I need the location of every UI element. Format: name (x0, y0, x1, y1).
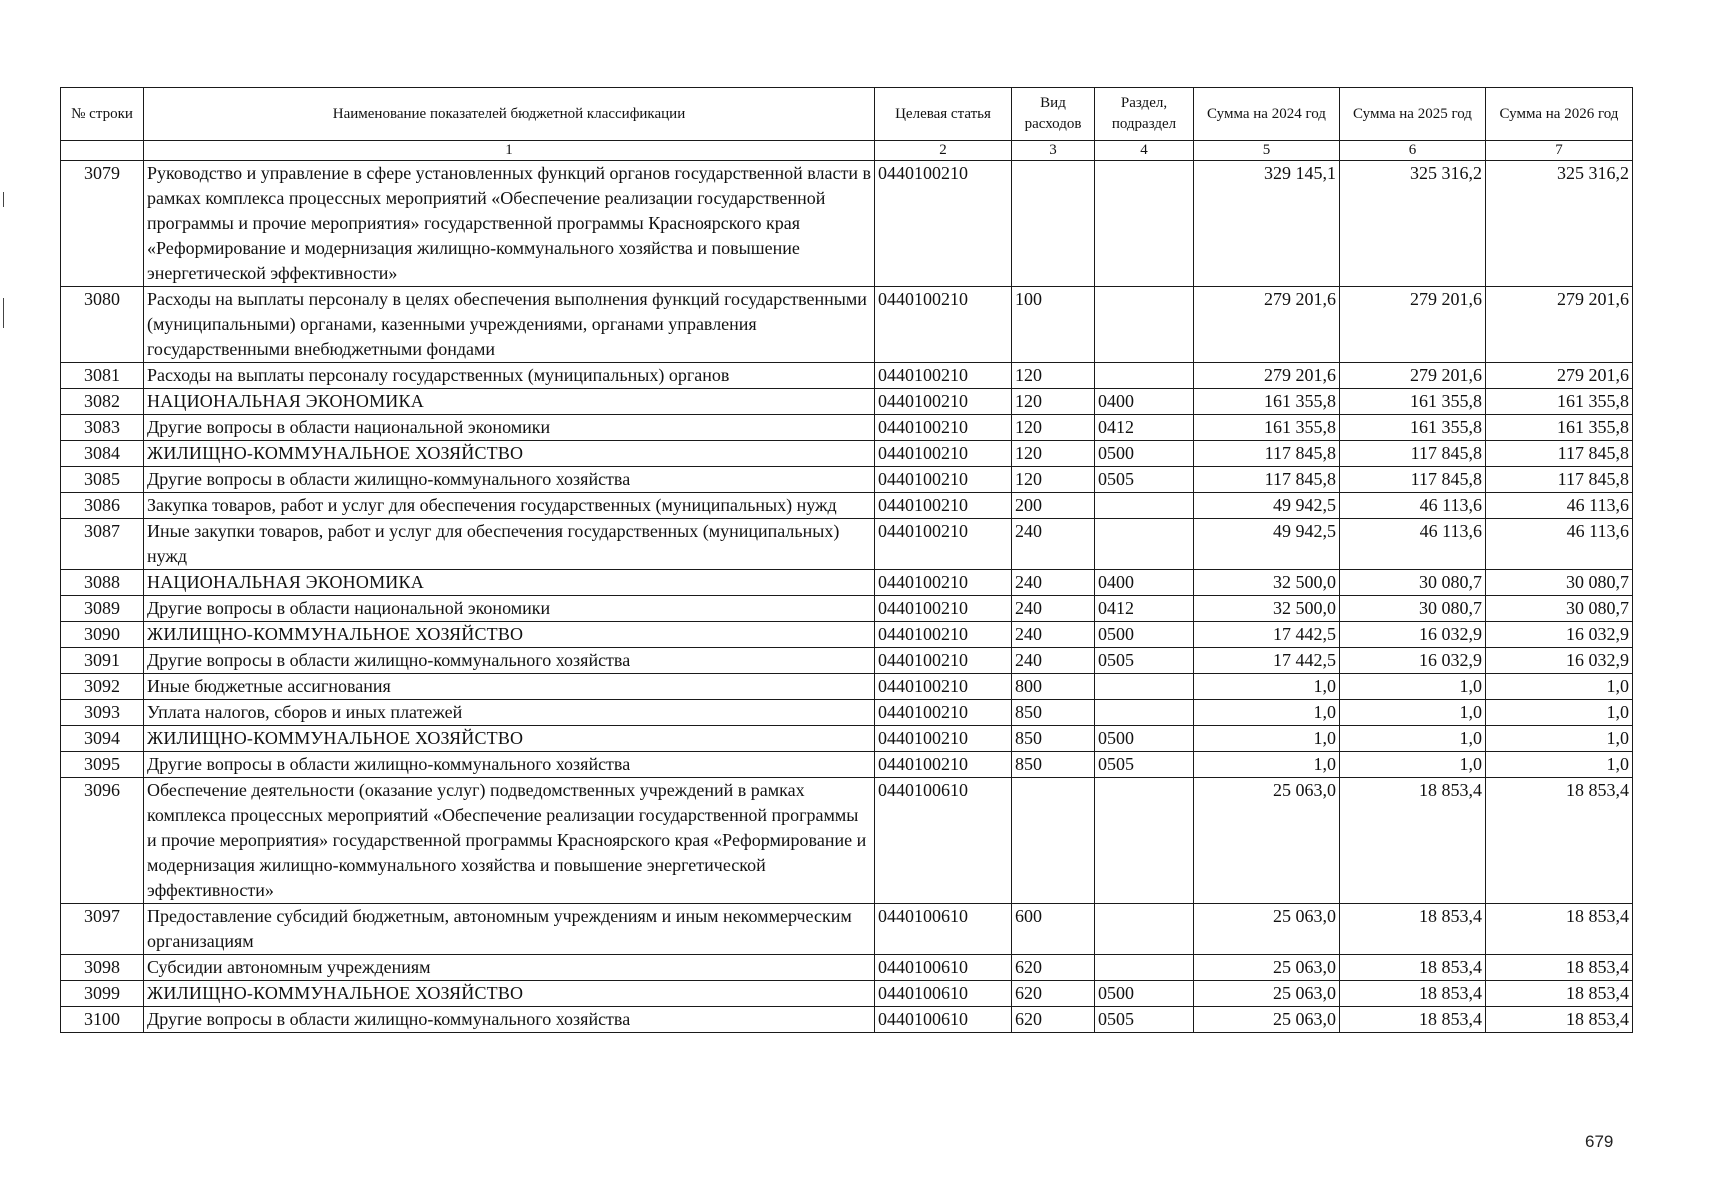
section-cell: 0400 (1095, 389, 1194, 415)
target-article-cell: 0440100210 (875, 726, 1012, 752)
table-row (61, 570, 1633, 596)
sum-2024-cell: 49 942,5 (1194, 519, 1340, 570)
section-cell (1095, 955, 1194, 981)
sum-2026-cell: 1,0 (1486, 752, 1633, 778)
sum-2024-cell: 17 442,5 (1194, 622, 1340, 648)
section-cell: 0505 (1095, 1007, 1194, 1033)
indicator-name-cell: Другие вопросы в области жилищно-коммунального хозяйства (144, 648, 875, 674)
table-row (61, 726, 1633, 752)
section-cell (1095, 700, 1194, 726)
sum-2025-cell: 161 355,8 (1340, 389, 1486, 415)
row-number-cell: 3090 (61, 622, 144, 648)
expense-type-cell: 240 (1012, 570, 1095, 596)
sum-2026-cell: 117 845,8 (1486, 441, 1633, 467)
row-number-cell: 3086 (61, 493, 144, 519)
indicator-name-cell: Субсидии автономным учреждениям (144, 955, 875, 981)
target-article-cell: 0440100210 (875, 467, 1012, 493)
sum-2026-cell: 279 201,6 (1486, 287, 1633, 363)
target-article-cell: 0440100210 (875, 519, 1012, 570)
row-number-cell: 3096 (61, 778, 144, 904)
table-row (61, 519, 1633, 570)
expense-type-cell: 240 (1012, 519, 1095, 570)
indicator-name-cell: Обеспечение деятельности (оказание услуг) подведомственных учреждений в рамках комплекса процессных мероприятий «Обеспечение реализации государственной программы и прочие мероприятия» государственной программы Красноярского края «Реформирование и модернизация жилищно-коммунального хозяйства и повышение энергетической эффективности» (144, 778, 875, 904)
section-cell: 0412 (1095, 415, 1194, 441)
table-header (61, 88, 1633, 161)
target-article-cell: 0440100210 (875, 752, 1012, 778)
row-number-cell: 3098 (61, 955, 144, 981)
expense-type-cell: 120 (1012, 467, 1095, 493)
sum-2026-cell: 16 032,9 (1486, 648, 1633, 674)
expense-type-cell: 850 (1012, 700, 1095, 726)
table-row (61, 389, 1633, 415)
sum-2025-cell: 46 113,6 (1340, 519, 1486, 570)
sum-2025-cell: 30 080,7 (1340, 596, 1486, 622)
indicator-name-cell: Иные бюджетные ассигнования (144, 674, 875, 700)
sum-2026-cell: 46 113,6 (1486, 493, 1633, 519)
target-article-cell: 0440100210 (875, 287, 1012, 363)
sum-2024-cell: 1,0 (1194, 674, 1340, 700)
margin-mark (3, 298, 4, 328)
sum-2025-cell: 46 113,6 (1340, 493, 1486, 519)
expense-type-cell: 100 (1012, 287, 1095, 363)
section-cell: 0500 (1095, 981, 1194, 1007)
row-number-cell: 3087 (61, 519, 144, 570)
indicator-name-cell: НАЦИОНАЛЬНАЯ ЭКОНОМИКА (144, 570, 875, 596)
table-row (61, 441, 1633, 467)
target-article-cell: 0440100210 (875, 493, 1012, 519)
table-row (61, 778, 1633, 904)
sum-2025-cell: 1,0 (1340, 752, 1486, 778)
sum-2024-cell: 25 063,0 (1194, 778, 1340, 904)
column-number: 3 (1012, 141, 1095, 161)
indicator-name-cell: ЖИЛИЩНО-КОММУНАЛЬНОЕ ХОЗЯЙСТВО (144, 981, 875, 1007)
section-cell: 0500 (1095, 441, 1194, 467)
target-article-cell: 0440100210 (875, 441, 1012, 467)
sum-2026-cell: 18 853,4 (1486, 955, 1633, 981)
sum-2024-cell: 117 845,8 (1194, 441, 1340, 467)
expense-type-cell (1012, 778, 1095, 904)
expense-type-cell: 800 (1012, 674, 1095, 700)
sum-2026-cell: 18 853,4 (1486, 981, 1633, 1007)
column-number: 5 (1194, 141, 1340, 161)
sum-2025-cell: 18 853,4 (1340, 1007, 1486, 1033)
margin-mark (3, 192, 4, 207)
column-number: 2 (875, 141, 1012, 161)
expense-type-cell: 620 (1012, 1007, 1095, 1033)
table-row (61, 363, 1633, 389)
sum-2026-cell: 1,0 (1486, 674, 1633, 700)
column-number-row (61, 141, 1633, 161)
expense-type-cell: 850 (1012, 752, 1095, 778)
sum-2024-cell: 49 942,5 (1194, 493, 1340, 519)
target-article-cell: 0440100210 (875, 674, 1012, 700)
indicator-name-cell: Другие вопросы в области жилищно-коммунального хозяйства (144, 1007, 875, 1033)
header-sum-2024: Сумма на 2024 год (1194, 88, 1340, 141)
column-number-blank (61, 141, 144, 161)
section-cell: 0505 (1095, 752, 1194, 778)
expense-type-cell (1012, 161, 1095, 287)
sum-2024-cell: 1,0 (1194, 700, 1340, 726)
table-body (61, 161, 1633, 1033)
indicator-name-cell: ЖИЛИЩНО-КОММУНАЛЬНОЕ ХОЗЯЙСТВО (144, 441, 875, 467)
section-cell (1095, 674, 1194, 700)
section-cell (1095, 778, 1194, 904)
sum-2026-cell: 1,0 (1486, 726, 1633, 752)
column-number: 1 (144, 141, 875, 161)
target-article-cell: 0440100210 (875, 389, 1012, 415)
table-row (61, 493, 1633, 519)
column-number: 4 (1095, 141, 1194, 161)
row-number-cell: 3079 (61, 161, 144, 287)
sum-2024-cell: 17 442,5 (1194, 648, 1340, 674)
row-number-cell: 3084 (61, 441, 144, 467)
header-row (61, 88, 1633, 141)
sum-2024-cell: 161 355,8 (1194, 415, 1340, 441)
expense-type-cell: 120 (1012, 389, 1095, 415)
row-number-cell: 3089 (61, 596, 144, 622)
sum-2026-cell: 30 080,7 (1486, 570, 1633, 596)
sum-2025-cell: 1,0 (1340, 674, 1486, 700)
row-number-cell: 3099 (61, 981, 144, 1007)
sum-2024-cell: 25 063,0 (1194, 981, 1340, 1007)
target-article-cell: 0440100210 (875, 596, 1012, 622)
row-number-cell: 3093 (61, 700, 144, 726)
sum-2025-cell: 30 080,7 (1340, 570, 1486, 596)
table-row (61, 161, 1633, 287)
header-sum-2026: Сумма на 2026 год (1486, 88, 1633, 141)
row-number-cell: 3080 (61, 287, 144, 363)
sum-2024-cell: 1,0 (1194, 726, 1340, 752)
expense-type-cell: 240 (1012, 596, 1095, 622)
row-number-cell: 3092 (61, 674, 144, 700)
page-number: 679 (1585, 1132, 1614, 1151)
sum-2025-cell: 117 845,8 (1340, 467, 1486, 493)
sum-2025-cell: 325 316,2 (1340, 161, 1486, 287)
row-number-cell: 3088 (61, 570, 144, 596)
indicator-name-cell: Расходы на выплаты персоналу государственных (муниципальных) органов (144, 363, 875, 389)
expense-type-cell: 600 (1012, 904, 1095, 955)
budget-table (60, 87, 1633, 1033)
sum-2024-cell: 279 201,6 (1194, 363, 1340, 389)
target-article-cell: 0440100210 (875, 648, 1012, 674)
sum-2025-cell: 279 201,6 (1340, 287, 1486, 363)
sum-2024-cell: 1,0 (1194, 752, 1340, 778)
target-article-cell: 0440100610 (875, 981, 1012, 1007)
row-number-cell: 3082 (61, 389, 144, 415)
sum-2024-cell: 32 500,0 (1194, 596, 1340, 622)
table-row (61, 648, 1633, 674)
table-row (61, 287, 1633, 363)
target-article-cell: 0440100610 (875, 1007, 1012, 1033)
sum-2026-cell: 16 032,9 (1486, 622, 1633, 648)
sum-2025-cell: 117 845,8 (1340, 441, 1486, 467)
table-row (61, 1007, 1633, 1033)
indicator-name-cell: Руководство и управление в сфере установленных функций органов государственной власти в рамках комплекса процессных мероприятий «Обеспечение реализации государственной программы и прочие мероприятия» государственной программы Красноярского края «Реформирование и модернизация жилищно-коммунального хозяйства и повышение энергетической эффективности» (144, 161, 875, 287)
header-expense-type: Вид расходов (1012, 88, 1095, 141)
section-cell: 0505 (1095, 648, 1194, 674)
sum-2024-cell: 32 500,0 (1194, 570, 1340, 596)
table-row (61, 955, 1633, 981)
sum-2026-cell: 18 853,4 (1486, 904, 1633, 955)
sum-2026-cell: 30 080,7 (1486, 596, 1633, 622)
indicator-name-cell: Иные закупки товаров, работ и услуг для обеспечения государственных (муниципальных) нужд (144, 519, 875, 570)
row-number-cell: 3094 (61, 726, 144, 752)
table-row (61, 752, 1633, 778)
sum-2026-cell: 18 853,4 (1486, 1007, 1633, 1033)
section-cell (1095, 493, 1194, 519)
target-article-cell: 0440100610 (875, 904, 1012, 955)
sum-2024-cell: 25 063,0 (1194, 904, 1340, 955)
indicator-name-cell: Закупка товаров, работ и услуг для обеспечения государственных (муниципальных) нужд (144, 493, 875, 519)
section-cell (1095, 904, 1194, 955)
sum-2025-cell: 16 032,9 (1340, 622, 1486, 648)
target-article-cell: 0440100610 (875, 955, 1012, 981)
indicator-name-cell: Другие вопросы в области национальной экономики (144, 415, 875, 441)
sum-2025-cell: 18 853,4 (1340, 981, 1486, 1007)
sum-2024-cell: 25 063,0 (1194, 1007, 1340, 1033)
expense-type-cell: 120 (1012, 441, 1095, 467)
expense-type-cell: 120 (1012, 363, 1095, 389)
indicator-name-cell: Другие вопросы в области национальной экономики (144, 596, 875, 622)
sum-2025-cell: 1,0 (1340, 700, 1486, 726)
column-number: 7 (1486, 141, 1633, 161)
section-cell: 0412 (1095, 596, 1194, 622)
sum-2026-cell: 117 845,8 (1486, 467, 1633, 493)
section-cell: 0505 (1095, 467, 1194, 493)
expense-type-cell: 120 (1012, 415, 1095, 441)
expense-type-cell: 200 (1012, 493, 1095, 519)
target-article-cell: 0440100210 (875, 415, 1012, 441)
target-article-cell: 0440100210 (875, 700, 1012, 726)
expense-type-cell: 240 (1012, 622, 1095, 648)
table-row (61, 467, 1633, 493)
sum-2024-cell: 161 355,8 (1194, 389, 1340, 415)
target-article-cell: 0440100610 (875, 778, 1012, 904)
sum-2025-cell: 18 853,4 (1340, 955, 1486, 981)
header-indicator-name: Наименование показателей бюджетной классификации (144, 88, 875, 141)
section-cell (1095, 161, 1194, 287)
header-section: Раздел, подраздел (1095, 88, 1194, 141)
sum-2025-cell: 18 853,4 (1340, 778, 1486, 904)
expense-type-cell: 620 (1012, 955, 1095, 981)
sum-2026-cell: 46 113,6 (1486, 519, 1633, 570)
sum-2024-cell: 117 845,8 (1194, 467, 1340, 493)
expense-type-cell: 620 (1012, 981, 1095, 1007)
target-article-cell: 0440100210 (875, 161, 1012, 287)
sum-2025-cell: 1,0 (1340, 726, 1486, 752)
header-sum-2025: Сумма на 2025 год (1340, 88, 1486, 141)
expense-type-cell: 240 (1012, 648, 1095, 674)
sum-2026-cell: 161 355,8 (1486, 415, 1633, 441)
sum-2024-cell: 329 145,1 (1194, 161, 1340, 287)
sum-2026-cell: 161 355,8 (1486, 389, 1633, 415)
indicator-name-cell: Уплата налогов, сборов и иных платежей (144, 700, 875, 726)
target-article-cell: 0440100210 (875, 570, 1012, 596)
table-row (61, 904, 1633, 955)
indicator-name-cell: Предоставление субсидий бюджетным, автономным учреждениям и иным некоммерческим организациям (144, 904, 875, 955)
table-row (61, 415, 1633, 441)
row-number-cell: 3095 (61, 752, 144, 778)
sum-2025-cell: 16 032,9 (1340, 648, 1486, 674)
sum-2025-cell: 18 853,4 (1340, 904, 1486, 955)
sum-2024-cell: 25 063,0 (1194, 955, 1340, 981)
section-cell (1095, 363, 1194, 389)
sum-2026-cell: 1,0 (1486, 700, 1633, 726)
header-row-number: № строки (61, 88, 144, 141)
indicator-name-cell: ЖИЛИЩНО-КОММУНАЛЬНОЕ ХОЗЯЙСТВО (144, 622, 875, 648)
row-number-cell: 3085 (61, 467, 144, 493)
table-row (61, 674, 1633, 700)
table-row (61, 596, 1633, 622)
section-cell: 0500 (1095, 726, 1194, 752)
sum-2025-cell: 161 355,8 (1340, 415, 1486, 441)
sum-2026-cell: 325 316,2 (1486, 161, 1633, 287)
sum-2025-cell: 279 201,6 (1340, 363, 1486, 389)
sum-2026-cell: 279 201,6 (1486, 363, 1633, 389)
row-number-cell: 3083 (61, 415, 144, 441)
indicator-name-cell: Другие вопросы в области жилищно-коммунального хозяйства (144, 467, 875, 493)
sum-2026-cell: 18 853,4 (1486, 778, 1633, 904)
section-cell: 0500 (1095, 622, 1194, 648)
table-row (61, 700, 1633, 726)
table-row (61, 622, 1633, 648)
row-number-cell: 3081 (61, 363, 144, 389)
section-cell (1095, 287, 1194, 363)
row-number-cell: 3097 (61, 904, 144, 955)
row-number-cell: 3091 (61, 648, 144, 674)
indicator-name-cell: Другие вопросы в области жилищно-коммунального хозяйства (144, 752, 875, 778)
table-row (61, 981, 1633, 1007)
header-target-article: Целевая статья (875, 88, 1012, 141)
section-cell (1095, 519, 1194, 570)
indicator-name-cell: Расходы на выплаты персоналу в целях обеспечения выполнения функций государственными (муниципальными) органами, казенными учреждениями, органами управления государственными внебюджетными фондами (144, 287, 875, 363)
section-cell: 0400 (1095, 570, 1194, 596)
target-article-cell: 0440100210 (875, 363, 1012, 389)
indicator-name-cell: НАЦИОНАЛЬНАЯ ЭКОНОМИКА (144, 389, 875, 415)
sum-2024-cell: 279 201,6 (1194, 287, 1340, 363)
row-number-cell: 3100 (61, 1007, 144, 1033)
indicator-name-cell: ЖИЛИЩНО-КОММУНАЛЬНОЕ ХОЗЯЙСТВО (144, 726, 875, 752)
expense-type-cell: 850 (1012, 726, 1095, 752)
target-article-cell: 0440100210 (875, 622, 1012, 648)
column-number: 6 (1340, 141, 1486, 161)
